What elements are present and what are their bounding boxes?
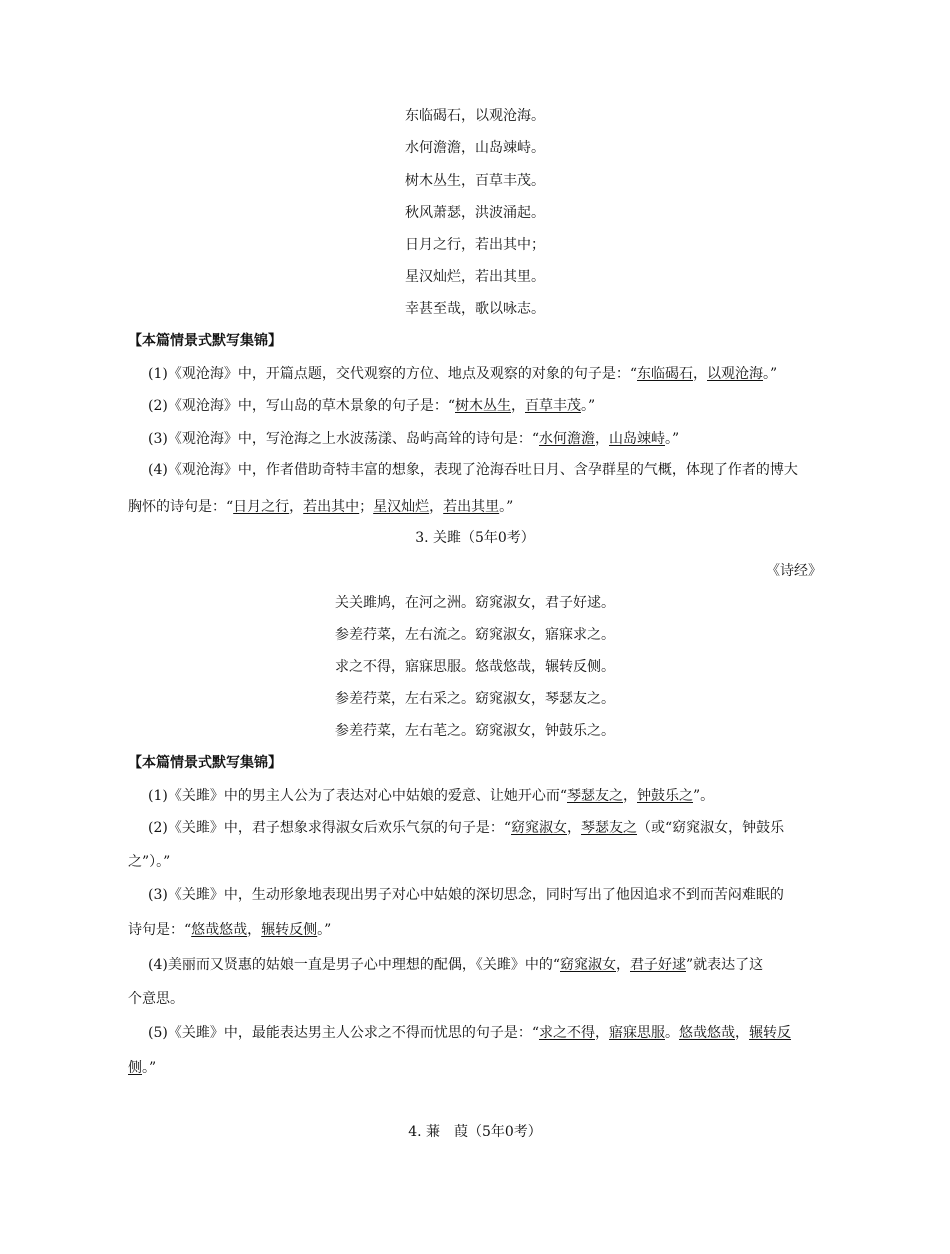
question-item: (4)《观沧海》中，作者借助奇特丰富的想象，表现了沧海吞吐日月、含孕群星的气概，体现了作者的博大 — [148, 462, 798, 478]
section-header: 【本篇情景式默写集锦】 — [128, 755, 282, 771]
question-item: (3)《关雎》中，生动形象地表现出男子对心中姑娘的深切思念，同时写出了他因追求不到而苦闷难眠的 — [148, 887, 784, 903]
section-title: 4. 蒹 葭（5年0考） — [408, 1124, 542, 1140]
question-item: (1)《观沧海》中，开篇点题，交代观察的方位、地点及观察的对象的句子是：“东临碣石，以观沧海。” — [148, 366, 778, 382]
poem-line: 树木丛生，百草丰茂。 — [405, 173, 545, 189]
poem-line: 水何澹澹，山岛竦峙。 — [405, 140, 545, 156]
poem-line: 关关雎鸠，在河之洲。窈窕淑女，君子好逑。 — [335, 595, 615, 611]
question-item: (3)《观沧海》中，写沧海之上水波荡漾、岛屿高耸的诗句是：“水何澹澹，山岛竦峙。” — [148, 431, 680, 447]
question-item-continuation: 个意思。 — [128, 991, 184, 1007]
question-item-continuation: 胸怀的诗句是：“日月之行，若出其中；星汉灿烂，若出其里。” — [128, 499, 514, 515]
poem-source: 《诗经》 — [766, 563, 822, 579]
poem-line: 秋风萧瑟，洪波涌起。 — [405, 205, 545, 221]
question-item-continuation: 之”）。” — [128, 854, 171, 870]
question-item-continuation: 诗句是：“悠哉悠哉，辗转反侧。” — [128, 922, 332, 938]
question-item-continuation: 侧。” — [128, 1060, 157, 1076]
poem-line: 幸甚至哉，歌以咏志。 — [405, 301, 545, 317]
poem-line: 求之不得，寤寐思服。悠哉悠哉，辗转反侧。 — [335, 659, 615, 675]
poem-line: 参差荇菜，左右流之。窈窕淑女，寤寐求之。 — [335, 627, 615, 643]
question-item: (2)《关雎》中，君子想象求得淑女后欢乐气氛的句子是：“窈窕淑女，琴瑟友之（或“窈窕淑女，钟鼓乐 — [148, 820, 785, 836]
question-item: (1)《关雎》中的男主人公为了表达对心中姑娘的爱意、让她开心而“琴瑟友之，钟鼓乐之”。 — [148, 788, 715, 804]
section-title: 3. 关雎（5年0考） — [415, 530, 535, 546]
question-item: (2)《观沧海》中，写山岛的草木景象的句子是：“树木丛生，百草丰茂。” — [148, 398, 596, 414]
question-item: (4)美丽而又贤惠的姑娘一直是男子心中理想的配偶，《关雎》中的“窈窕淑女，君子好逑”就表达了这 — [148, 957, 764, 973]
poem-line: 东临碣石，以观沧海。 — [405, 108, 545, 124]
poem-line: 日月之行，若出其中； — [405, 237, 545, 253]
poem-line: 参差荇菜，左右芼之。窈窕淑女，钟鼓乐之。 — [335, 723, 615, 739]
poem-line: 参差荇菜，左右采之。窈窕淑女，琴瑟友之。 — [335, 691, 615, 707]
section-header: 【本篇情景式默写集锦】 — [128, 333, 282, 349]
poem-line: 星汉灿烂，若出其里。 — [405, 269, 545, 285]
question-item: (5)《关雎》中，最能表达男主人公求之不得而忧思的句子是：“求之不得，寤寐思服。悠哉悠哉，辗转反 — [148, 1025, 791, 1041]
